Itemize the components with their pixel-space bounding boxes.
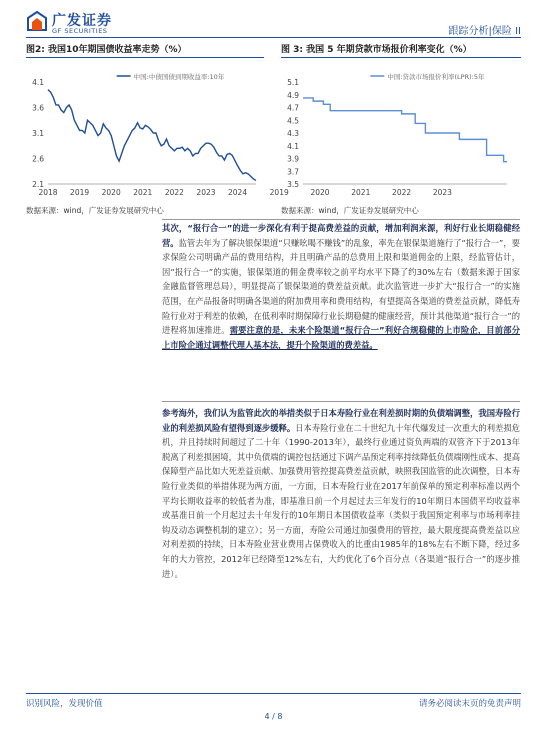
y-tick-label: 3.6 <box>32 103 44 113</box>
footer-divider <box>26 693 521 694</box>
y-tick-label: 4.5 <box>287 116 299 126</box>
company-logo <box>26 10 136 36</box>
figure-3-rule <box>281 57 521 58</box>
figure-2-source: 数据来源：wind，广发证券发展研究中心 <box>26 206 164 215</box>
x-tick-label: 2018 <box>38 188 58 197</box>
paragraph-1-body: 监管去年为了解决银保渠道“只赚吆喝不赚钱”的乱象，率先在银保渠道施行了“报行合一”，要求保险公司明确产品的费用结构，并且明确产品的总费用上限和渠道佣金的上限，经监管估计，因“报行合一”的实施，银保渠道的佣金费率较之前平均水平下降了约30%左右（数据来源于国家金融监督管理总局），明显提高了银保渠道的费差益贡献。此次监管进一步扩大“报行合一”的实施范围，在产品报备时明确各渠道的附加费用率和费用结构，有望提高各渠道的费差益贡献，降低寿险行业对于利差的依赖，在低利率时期保障行业长期稳健的健康经营，预计其他渠道“报行合一”的进程将加速推进。 <box>162 237 520 336</box>
paragraph-2-lead: 参考海外，我们认为监管此次的举措类似于日本寿险行业在利差损时期的负债端调整，我国寿险行业的利差损风险有望得到逐步缓释。 <box>162 408 520 433</box>
y-tick-label: 3.1 <box>32 129 44 138</box>
x-tick-label: 2019 <box>269 188 289 197</box>
figure-3-source: 数据来源：wind，广发证券发展研究中心 <box>281 206 419 215</box>
section-divider <box>162 219 520 220</box>
x-tick-label: 2024 <box>228 188 248 197</box>
figure-2-rule <box>26 57 264 58</box>
y-tick-label: 3.9 <box>287 154 299 164</box>
report-category: 跟踪分析|保险 II <box>448 26 521 37</box>
figure-3-title: 图 3: 我国 5 年期贷款市场报价利率变化（%） <box>281 45 472 55</box>
y-tick-label: 4.1 <box>32 78 44 87</box>
page-header <box>0 0 547 40</box>
paragraph-2-body: 日本寿险行业在二十世纪九十年代爆发过一次重大的利差损危机，并且持续时间超过了二十年（1990-2013年），最终行业通过资负两端的双管齐下于2013年脱离了利差损困境，其中负债端的调控包括通过下调产品预定利率持续降低负债端刚性成本、提高保障型产品比如大死差益贡献、加强费用管控提高费差益贡献，映照我国监管的此次调整，日本寿险行业类似的举措体现为两方面，一方面，日本寿险行业在2017年前保单的预定利率标准以两个平均长期收益率的较低者为准，即基准日前一个月起过去三年发行的10年期日本国债平均收益率或基准日前一个月起过去十年发行的10年期日本国债收益率（类似于我国预定利率与市场利率挂钩及动态调整机制的建立）；另一方面，寿险公司通过加强费用的管控，最大限度提高费差益以应对利差损的持续，日本寿险业营业费用占保费收入的比重由1985年的18%左右不断下降，经过多年的大力管控，2012年已经降至12%左右，大约优化了6个百分点（各渠道“报行合一”的逐步推进）。 <box>162 422 520 579</box>
y-tick-label: 4.9 <box>287 90 299 100</box>
x-tick-label: 2023 <box>196 188 216 197</box>
y-tick-label: 4.3 <box>287 129 299 138</box>
legend-label: 中国:中债国债到期收益率:10年 <box>133 73 225 81</box>
series-line <box>303 98 507 162</box>
footer-disclaimer: 请务必阅读末页的免责声明 <box>418 699 521 709</box>
bond-yield-chart <box>26 62 264 202</box>
figure-2-title: 图2: 我国10年期国债收益率走势（%） <box>26 45 187 55</box>
chart-legend <box>370 72 485 81</box>
gf-logo-icon <box>26 10 48 32</box>
y-tick-label: 4.1 <box>287 141 299 151</box>
x-tick-label: 2022 <box>164 188 184 197</box>
footer-slogan: 识别风险，发现价值 <box>26 699 103 709</box>
paragraph-overseas-reference <box>162 406 520 581</box>
x-tick-label: 2020 <box>310 188 330 197</box>
logo-chinese-name: 广发证券 <box>52 13 112 29</box>
x-tick-label: 2022 <box>392 188 412 197</box>
paragraph-1-lead: 其次，“报行合一”的进一步深化有利于提高费差益的贡献，增加利润来源，利好行业长期稳健经营。 <box>162 223 520 248</box>
header-divider <box>26 37 521 38</box>
section-divider <box>162 401 520 402</box>
x-tick-label: 2023 <box>432 188 452 197</box>
series-line <box>48 90 256 181</box>
x-tick-label: 2020 <box>101 188 121 197</box>
x-tick-label: 2021 <box>133 188 153 197</box>
y-tick-label: 3.7 <box>287 167 299 177</box>
y-tick-label: 5.1 <box>287 78 299 87</box>
lpr-chart <box>269 62 521 202</box>
page-number: 4 / 8 <box>264 712 283 721</box>
chart-legend <box>117 72 225 81</box>
x-tick-label: 2019 <box>70 188 90 197</box>
y-tick-label: 3.5 <box>287 180 299 189</box>
logo-english-name: GF SECURITIES <box>52 27 108 35</box>
x-tick-label: 2021 <box>351 188 371 197</box>
y-tick-label: 2.6 <box>32 154 44 164</box>
y-tick-label: 2.1 <box>32 180 44 189</box>
y-tick-label: 4.7 <box>287 103 299 113</box>
legend-label: 中国:贷款市场报价利率(LPR):5年 <box>387 73 485 81</box>
paragraph-1-highlight: 需要注意的是，未来个险渠道“报行合一”利好合规稳健的上市险企，目前部分上市险企通过调整代理人基本法，提升个险渠道的费差益。 <box>162 325 520 350</box>
paragraph-report-alignment <box>162 221 520 352</box>
